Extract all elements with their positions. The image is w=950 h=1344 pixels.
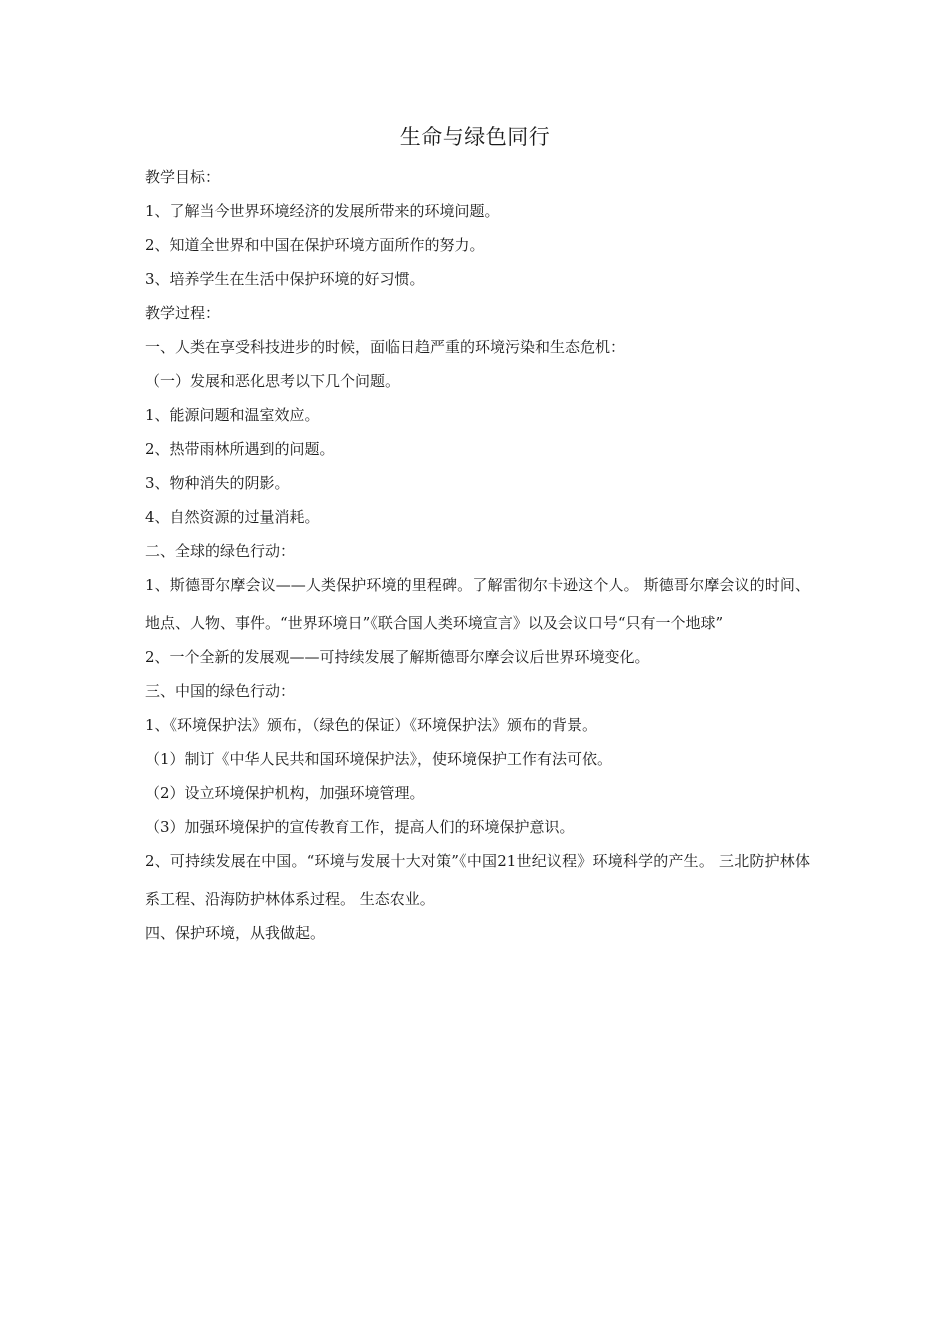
list-item: 2、热带雨林所遇到的问题。: [145, 440, 335, 458]
list-item: 1、《环境保护法》颁布，（绿色的保证）《环境保护法》颁布的背景。: [145, 716, 598, 734]
sustainable-china-paragraph: 2、可持续发展在中国。“环境与发展十大对策”《中国21世纪议程》环境科学的产生。 三北防护林体系工程、沿海防护林体系过程。 生态农业。: [145, 852, 810, 908]
document-title: 生命与绿色同行: [399, 125, 551, 149]
list-item: 4、自然资源的过量消耗。: [145, 508, 320, 526]
objective-item: 1、了解当今世界环境经济的发展所带来的环境问题。: [145, 202, 500, 220]
objective-item: 2、知道全世界和中国在保护环境方面所作的努力。: [145, 236, 485, 254]
document-body: [145, 160, 810, 950]
part-four-heading: 四、保护环境，从我做起。: [145, 924, 326, 942]
list-item: （2）设立环境保护机构，加强环境管理。: [145, 784, 425, 802]
part-one-heading: 一、人类在享受科技进步的时候，面临日趋严重的环境污染和生态危机：: [145, 338, 626, 356]
section-heading-process: 教学过程：: [145, 304, 221, 322]
part-three-heading: 三、中国的绿色行动：: [145, 682, 296, 700]
stockholm-paragraph: 1、斯德哥尔摩会议——人类保护环境的里程碑。了解雷彻尔卡逊这个人。 斯德哥尔摩会议的时间、地点、人物、事件。“世界环境日”《联合国人类环境宣言》以及会议口号“只有一个地球”: [145, 576, 810, 632]
list-item: 2、一个全新的发展观——可持续发展了解斯德哥尔摩会议后世界环境变化。: [145, 648, 650, 666]
list-item: （3）加强环境保护的宣传教育工作，提高人们的环境保护意识。: [145, 818, 575, 836]
subsection-heading: （一）发展和恶化思考以下几个问题。: [145, 372, 401, 390]
section-heading-objectives: 教学目标：: [145, 168, 221, 186]
list-item: 1、能源问题和温室效应。: [145, 406, 320, 424]
list-item: 3、物种消失的阴影。: [145, 474, 290, 492]
objective-item: 3、培养学生在生活中保护环境的好习惯。: [145, 270, 425, 288]
part-two-heading: 二、全球的绿色行动：: [145, 542, 296, 560]
list-item: （1）制订《中华人民共和国环境保护法》，使环境保护工作有法可依。: [145, 750, 613, 768]
